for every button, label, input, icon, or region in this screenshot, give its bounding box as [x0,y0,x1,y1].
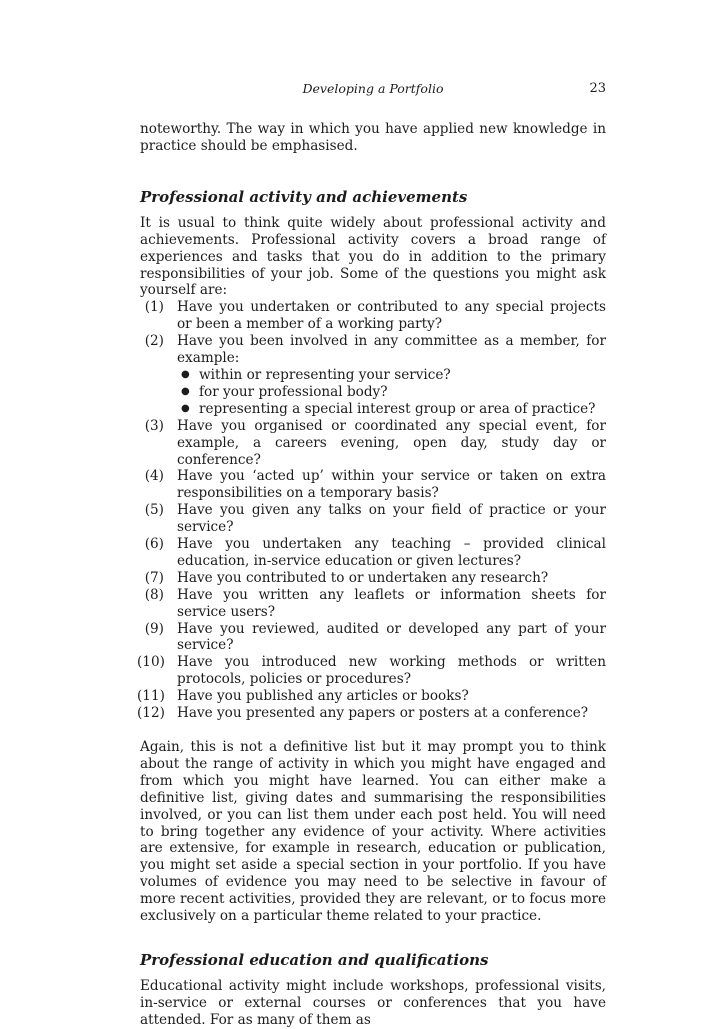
list-item-number: (8) [144,586,164,603]
list-item [137,705,606,722]
section-heading-professional-activity: Professional activity and achievements [140,187,468,206]
list-item-text: Have you given any talks on your field of practice or your service? [177,502,606,536]
list-item-number: (4) [144,468,164,485]
list-item-number: (10) [137,654,165,671]
list-item-text: Have you undertaken any teaching – provided clinical education, in-service education or given lectures? [177,536,606,569]
running-header [140,80,606,98]
list-item [140,621,606,655]
list-item-text: Have you been involved in any committee as a member, for example: [177,333,606,367]
list-item [140,418,606,469]
section-paragraph: Educational activity might include workshops, professional visits, in-service or external courses or conferences that you have attended. For as many of them as [140,977,606,1028]
list-item-number: (2) [144,333,164,350]
closing-paragraph: Again, this is not a definitive list but it may prompt you to think about the range of activity in which you might have engaged and from which you might have learned. You can either make a definitive list, giving dates and summarising the responsibilities involved, or you can list them under each post held. You will need to bring together any evidence of your activity. Where activities are extensive, for example in research, education or publication, you might set aside a special section in your portfolio. If you have volumes of evidence you may need to be selective in favour of more recent activities, provided they are relevant, or to focus more exclusively on a particular theme related to your practice. [140,739,606,925]
list-item [140,536,606,570]
list-item-number: (12) [137,705,165,722]
list-item [140,570,606,587]
section-heading-professional-education: Professional education and qualifications [140,950,489,969]
list-item-number: (7) [144,569,164,586]
list-item-text: Have you organised or coordinated any special event, for example, a careers evening, open day, study day or conference? [177,417,606,468]
list-item-text: Have you written any leaflets or information sheets for service users? [177,586,606,620]
page-body [137,121,606,1029]
list-item [140,468,606,502]
running-title: Developing a Portfolio [302,81,444,96]
list-item [140,587,606,621]
list-item-text: Have you undertaken or contributed to any special projects or been a member of a working party? [177,299,606,333]
bullet-item: ● for your professional body? [177,384,606,401]
list-item-number: (5) [144,502,164,519]
list-item-number: (3) [144,417,164,434]
list-item [137,654,606,688]
bullet-item: ● representing a special interest group or area of practice? [177,401,606,418]
bullet-item: ● within or representing your service? [177,367,606,384]
question-list [137,299,606,722]
list-item-number: (9) [144,620,164,637]
list-item [137,688,606,705]
list-item-text: Have you introduced new working methods or written protocols, policies or procedures? [177,654,606,688]
section-paragraph: It is usual to think quite widely about professional activity and achievements. Professional activity covers a broad range of experiences and tasks that you do in addition to the primary responsibilities of your job. Some of the questions you might ask yourself are: [140,214,606,299]
list-item-text: Have you published any articles or books? [177,688,469,705]
committee-bullet-list [177,367,606,418]
list-item-number: (6) [144,536,164,553]
list-item [140,333,606,418]
page-number: 23 [589,81,606,96]
list-item-number: (11) [137,688,165,705]
list-item-text: Have you ‘acted up’ within your service or taken on extra responsibilities on a temporary basis? [177,468,606,502]
list-item [140,502,606,536]
list-item-text: Have you reviewed, audited or developed any part of your service? [177,620,606,654]
list-item-text: Have you presented any papers or posters at a conference? [177,705,589,722]
list-item-text: Have you contributed to or undertaken any research? [177,569,549,586]
intro-paragraph: noteworthy. The way in which you have applied new knowledge in practice should be emphasised. [140,121,606,154]
list-item [140,299,606,333]
list-item-number: (1) [144,299,164,316]
